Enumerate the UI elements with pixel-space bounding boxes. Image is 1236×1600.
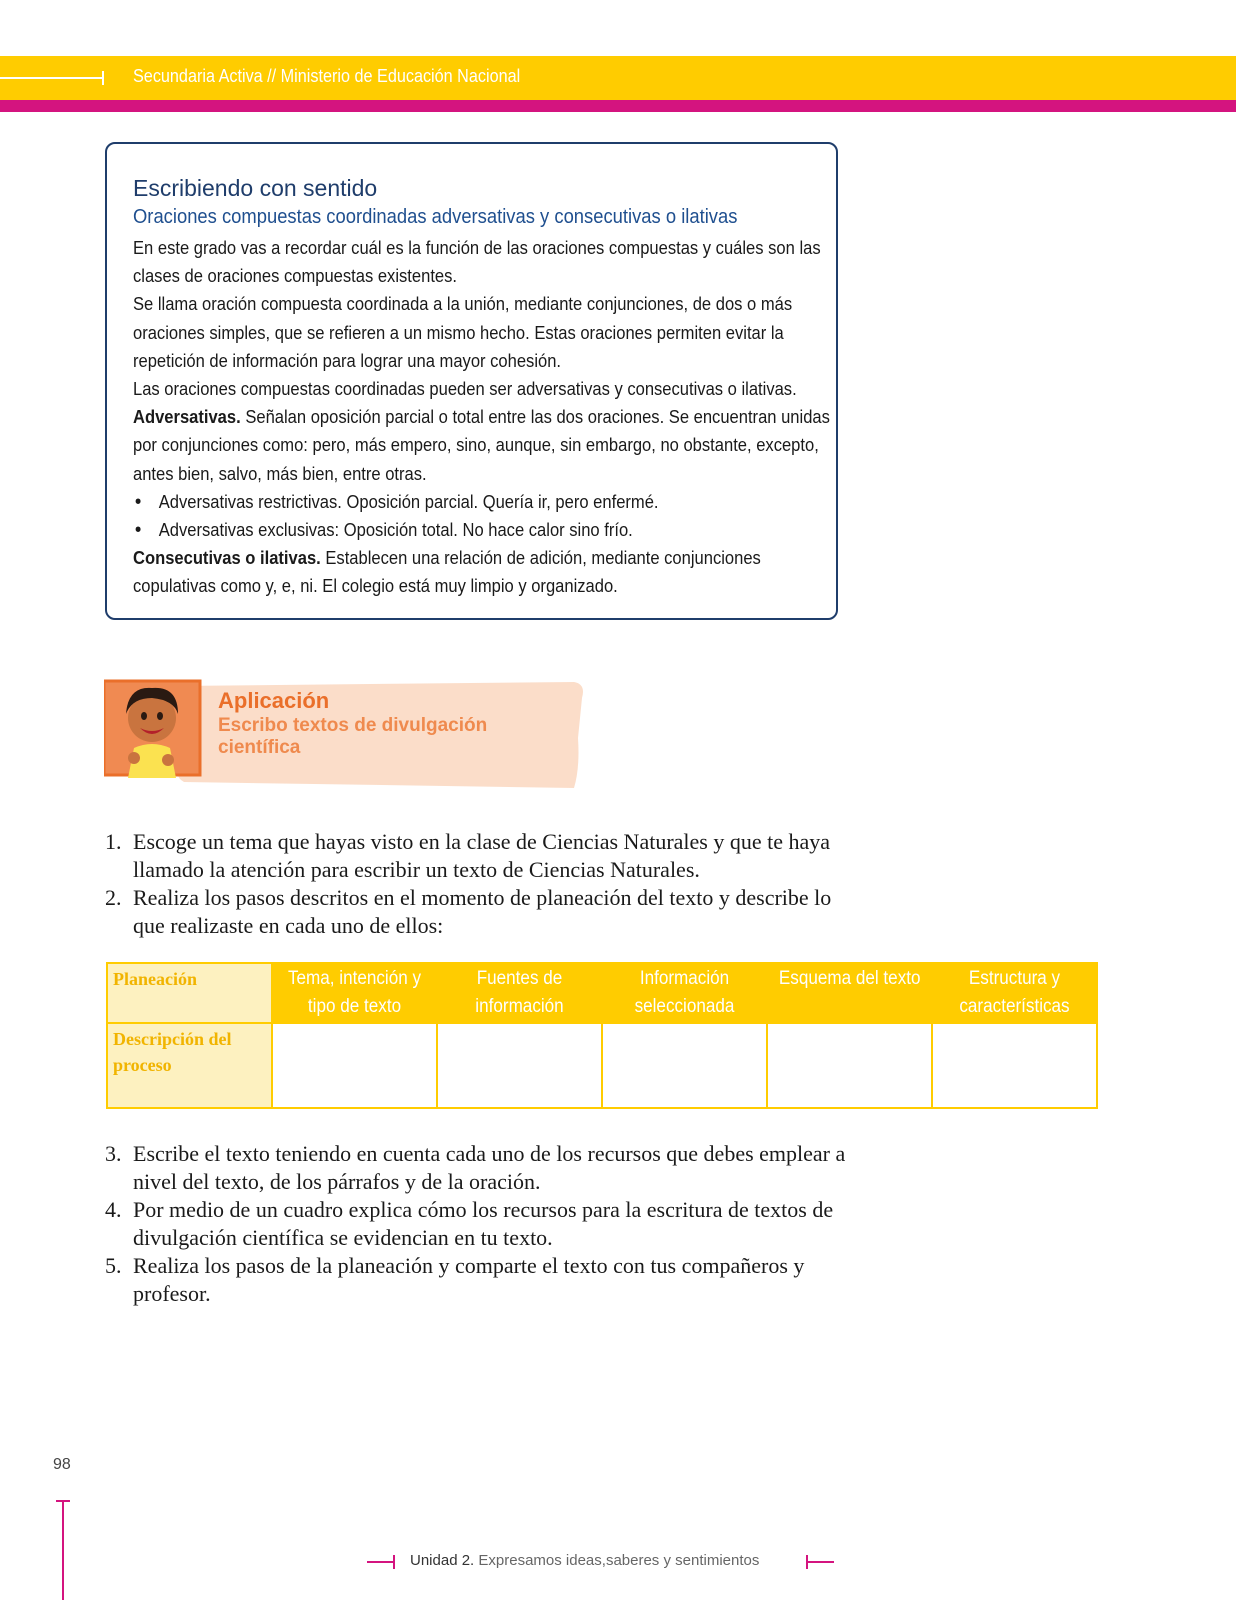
- steps-list: [105, 828, 865, 940]
- step-text: Escribe el texto teniendo en cuenta cada uno de los recursos que debes emplear a nivel del texto, de los párrafos y de la oración.: [133, 1141, 846, 1194]
- step-text: Escoge un tema que hayas visto en la clase de Ciencias Naturales y que te haya llamado la atención para escribir un texto de Ciencias Naturales.: [133, 829, 831, 882]
- column-header: Fuentes de información: [437, 963, 602, 1023]
- step-number: 4.: [105, 1197, 122, 1222]
- unit-name: Expresamos ideas,saberes y sentimientos: [474, 1552, 760, 1569]
- aplicacion-title: Aplicación: [218, 688, 330, 713]
- footer-unit-title: [410, 1552, 759, 1569]
- header-stripe: [0, 100, 1236, 112]
- column-header: Tema, intención y tipo de texto: [272, 963, 437, 1023]
- unit-label: Unidad 2.: [410, 1552, 475, 1569]
- row-header-descripcion: Descripción del proceso: [107, 1023, 272, 1108]
- step-text: Por medio de un cuadro explica cómo los recursos para la escritura de textos de divulgación científica se evidencian en tu texto.: [133, 1197, 834, 1250]
- list-item: [105, 828, 865, 884]
- list-item: [105, 1252, 865, 1308]
- term-label: Consecutivas o ilativas.: [133, 548, 321, 569]
- info-box-title: Escribiendo con sentido: [133, 175, 378, 201]
- table-row: [107, 963, 1097, 1023]
- info-box-subtitle: Oraciones compuestas coordinadas adversativas y consecutivas o ilativas: [133, 206, 738, 228]
- footer-rule: [62, 1500, 64, 1600]
- step-number: 5.: [105, 1253, 122, 1278]
- footer-rule: [806, 1561, 834, 1563]
- footer-rule: [367, 1561, 395, 1563]
- step-text: Realiza los pasos de la planeación y comparte el texto con tus compañeros y profesor.: [133, 1253, 805, 1306]
- table-cell[interactable]: [272, 1023, 437, 1108]
- step-number: 2.: [105, 885, 122, 910]
- planning-table: [106, 962, 1098, 1109]
- table-cell[interactable]: [437, 1023, 602, 1108]
- term-text: Señalan oposición parcial o total entre las dos oraciones. Se encuentran unidas por conjunciones como: pero, más empero, sino, aunque, sin embargo, no obstante, excepto, antes bien, salvo, más bien, entre otras.: [133, 407, 830, 484]
- header-title: Secundaria Activa // Ministerio de Educación Nacional: [133, 66, 521, 86]
- header-rule: [0, 77, 102, 79]
- term-text: Establecen una relación de adición, mediante conjunciones copulativas como y, e, ni. El colegio está muy limpio y organizado.: [133, 548, 761, 597]
- list-item: [105, 1196, 865, 1252]
- paragraph: [133, 403, 832, 488]
- paragraph: [133, 544, 832, 600]
- footer-rule-cap: [393, 1555, 395, 1569]
- bullet-item: • Adversativas restrictivas. Oposición parcial. Quería ir, pero enfermé.: [133, 488, 832, 516]
- page-number: 98: [53, 1456, 71, 1473]
- paragraph: En este grado vas a recordar cuál es la función de las oraciones compuestas y cuáles son las clases de oraciones compuestas existentes.: [133, 238, 821, 287]
- column-header: Esquema del texto: [767, 963, 932, 1023]
- step-text: Realiza los pasos descritos en el momento de planeación del texto y describe lo que realizaste en cada uno de ellos:: [133, 885, 832, 938]
- row-header-planeacion: Planeación: [107, 963, 272, 1023]
- table-cell[interactable]: [932, 1023, 1097, 1108]
- column-header: Estructura y características: [932, 963, 1097, 1023]
- table-row: [107, 1023, 1097, 1108]
- term-label: Adversativas.: [133, 407, 241, 428]
- header-rule-cap: [102, 71, 104, 85]
- bullet-item: • Adversativas exclusivas: Oposición total. No hace calor sino frío.: [133, 516, 832, 544]
- list-item: [105, 1140, 865, 1196]
- info-box-body: [133, 234, 832, 601]
- table-cell[interactable]: [602, 1023, 767, 1108]
- paragraph: Las oraciones compuestas coordinadas pueden ser adversativas y consecutivas o ilativas.: [133, 379, 797, 400]
- table-cell[interactable]: [767, 1023, 932, 1108]
- aplicacion-subtitle: Escribo textos de divulgación científica: [218, 715, 488, 758]
- step-number: 1.: [105, 829, 122, 854]
- column-header: Información seleccionada: [602, 963, 767, 1023]
- student-avatar-icon: [126, 688, 178, 778]
- paragraph: Se llama oración compuesta coordinada a la unión, mediante conjunciones, de dos o más oraciones simples, que se refieren a un mismo hecho. Estas oraciones permiten evitar la repetición de información para lograr una mayor cohesión.: [133, 294, 793, 371]
- list-item: [105, 884, 865, 940]
- steps-list: [105, 1140, 865, 1308]
- step-number: 3.: [105, 1141, 122, 1166]
